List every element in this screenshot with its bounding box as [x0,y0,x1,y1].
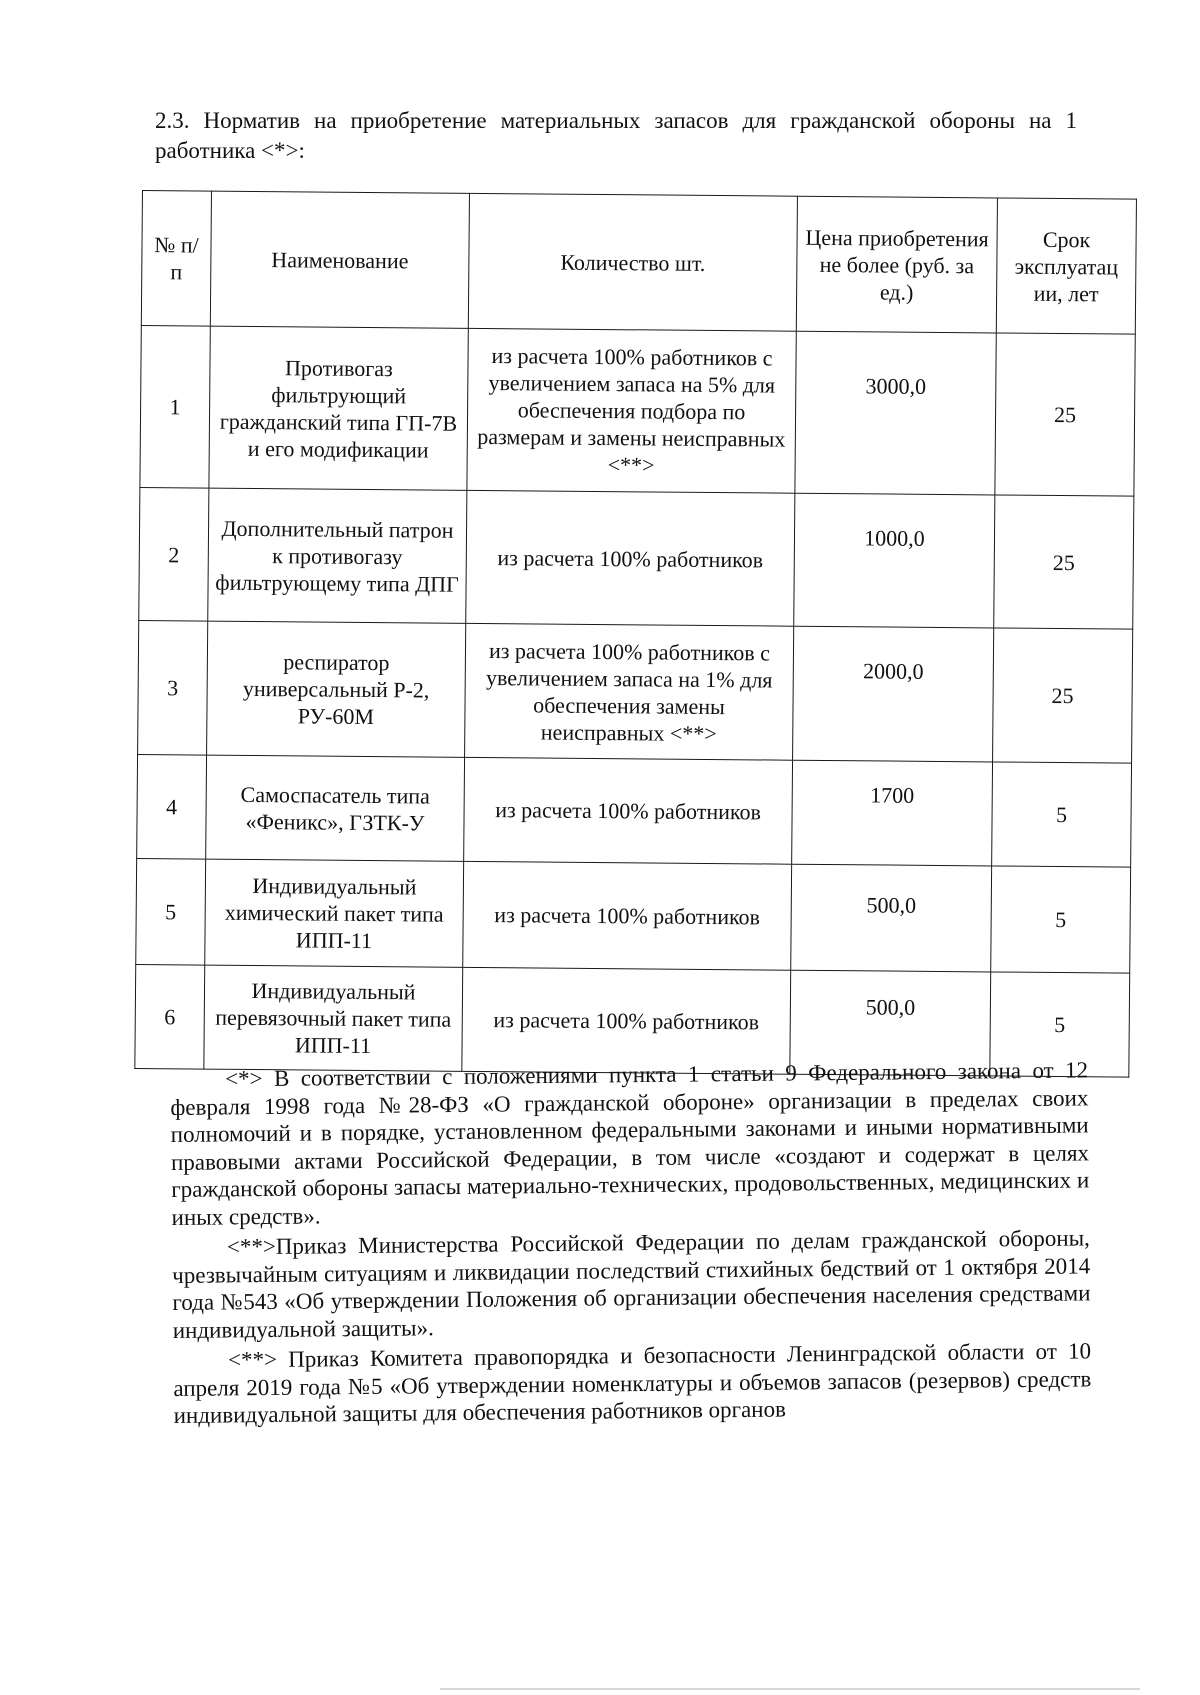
row-price: 1000,0 [794,493,995,628]
row-number: 1 [140,325,210,488]
row-number: 2 [139,487,209,621]
row-price: 1700 [792,760,993,866]
row-term: 25 [994,495,1134,629]
footnotes [170,1056,1092,1432]
row-term: 5 [992,762,1132,867]
table-row [138,620,1133,763]
row-name: Противогаз фильтрующий гражданский типа ГП-7В и его модификации [209,326,468,490]
row-quantity: из расчета 100% работников с увеличением запаса на 1% для обеспечения замены неисправных <**> [465,623,794,760]
footnote-2: <**>Приказ Министерства Российской Федерации по делам гражданской обороны, чрезвычайным ситуациям и ликвидации последствий стихийных бедствий от 1 октября 2014 года №543 «Об утверждении Положения об организации обеспечения населения средствами индивидуальной защиты». [172,1225,1091,1343]
header-name: Наименование [210,191,469,328]
row-quantity: из расчета 100% работников с увеличением запаса на 5% для обеспечения подбора по размерам и замены неисправных <**> [467,328,796,493]
header-price: Цена приобретения не более (руб. за ед.) [796,196,997,333]
footnote-3: <**> Приказ Комитета правопорядка и безопасности Ленинградской области от 10 апреля 2019 года №5 «Об утверждении номенклатуры и объемов запасов (резервов) средств индивидуальной защиты для обеспечения работников органов [173,1338,1092,1428]
table-row [139,487,1134,629]
row-term: 5 [990,972,1130,1077]
table-row [137,754,1132,867]
row-quantity: из расчета 100% работников [466,490,795,626]
row-price: 500,0 [791,864,992,972]
row-price: 2000,0 [793,626,994,762]
header-number: № п/п [141,191,211,327]
row-number: 4 [137,754,207,859]
table-row [136,858,1131,973]
header-term: Срок эксплуатац ии, лет [996,198,1136,334]
norm-table [134,190,1137,1078]
row-name: Индивидуальный перевязочный пакет типа ИПП-11 [204,965,463,1071]
header-quantity: Количество шт. [468,193,797,331]
row-price: 500,0 [790,970,991,1076]
table-header-row [141,191,1136,335]
row-number: 6 [135,964,205,1069]
row-term: 25 [995,333,1135,496]
row-term: 25 [993,628,1133,763]
row-term: 5 [991,866,1131,973]
row-quantity: из расчета 100% работников [463,861,792,970]
table-row [140,325,1135,496]
scan-edge-line [440,1688,1140,1690]
row-name: респиратор универсальный Р-2, РУ-60М [207,621,466,757]
row-price: 3000,0 [795,331,996,495]
row-number: 5 [136,858,206,965]
row-number: 3 [138,620,208,755]
row-quantity: из расчета 100% работников [462,967,791,1074]
row-name: Самоспасатель типа «Феникс», ГЗТК-У [206,755,465,861]
row-name: Индивидуальный химический пакет типа ИПП-11 [205,859,464,967]
row-quantity: из расчета 100% работников [464,757,793,864]
footnote-1: <*> В соответствии с положениями пункта 1 статьи 9 Федерального закона от 12 февраля 1998 года №28-ФЗ «О гражданской обороне» организации в пределах своих полномочий и в порядке, установленном федеральными законами и иными нормативными правовыми актами Российской Федерации, в том числе «создают и содержат в целях гражданской обороны запасы материально-технических, продовольственных, медицинских и иных средств». [170,1057,1090,1230]
section-heading: 2.3. Норматив на приобретение материальных запасов для гражданской обороны на 1 работника <*>: [155,108,1077,163]
row-name: Дополнительный патрон к противогазу фильтрующему типа ДПГ [208,488,467,623]
